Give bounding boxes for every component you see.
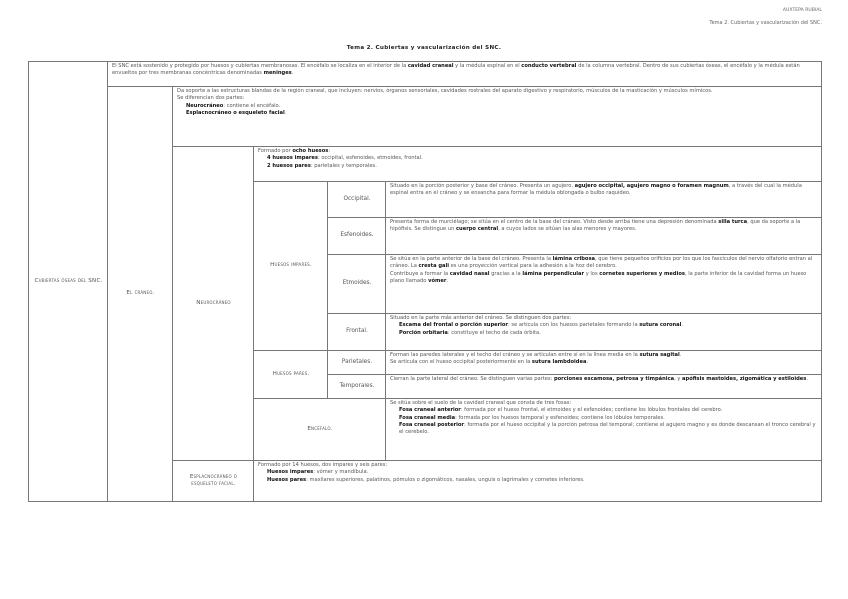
esplacno-label: Esplacnocráneo o esqueleto facial.: [173, 461, 254, 502]
neurocraneo-intro: Formado por ocho huesos: 4 huesos impares: occipital, esfenoides, etmoides, frontal. 2 huesos pares: parietales y temporales.: [254, 147, 822, 182]
header-author: AUXTEPA RUBIAL: [782, 8, 822, 13]
craneo-intro: Da soporte a las estructuras blandas de la región craneal, que incluyen: nervios, órganos sensoriales, cavidades rostrales del aparato digestivo y respiratorio, músculos de la masticación y músculos mímicos. Se diferencian dos partes: Neurocráneo: contiene el encéfalo. Esplacnocráneo o esqueleto facial.: [173, 87, 822, 147]
encefalo-label: Encéfalo.: [254, 399, 386, 461]
occipital-name: Occipital.: [328, 182, 386, 218]
cubiertas-label: Cubiertas óseas del SNC.: [29, 62, 108, 502]
esfenoides-name: Esfenoides.: [328, 218, 386, 255]
etmoides-name: Etmoides.: [328, 255, 386, 314]
esfenoides-desc: Presenta forma de murciélago; se sitúa en el centro de la base del cráneo. Visto desde arriba tiene una depresión denominada silla turca, que da soporte a la hipófisis. Se distingue un cuerpo central, a cuyos lados se sitúan las alas menores y mayores.: [386, 218, 822, 255]
parietales-desc: Forman las paredes laterales y el techo del cráneo y se articulan entre sí en la línea media en la sutura sagital. Se articula con el hueso occipital posteriormente en la sutura lambdoidea.: [386, 351, 822, 375]
cubiertas-intro: El SNC está sostenido y protegido por huesos y cubiertas membranosas. El encéfalo se localiza en el interior de la cavidad craneal y la médula espinal en el conducto vertebral de la columna vertebral. Dentro de sus cubiertas óseas, el encéfalo y la médula están envueltos por tres membranas concéntricas denominadas meninges.: [108, 62, 822, 87]
temporales-name: Temporales.: [328, 375, 386, 399]
frontal-desc: Situado en la parte más anterior del cráneo. Se distinguen dos partes: Escama del frontal o porción superior: se articula con los huesos parietales formando la sutura coronal. Porción orbitaria: constituye el techo de cada órbita.: [386, 314, 822, 351]
esplacno-desc: Formado por 14 huesos, dos impares y seis pares: Huesos impares: vómer y mandíbula. Huesos pares: maxilares superiores, palatinos, pómulos o zigomáticos, nasales, unguis o lagrimales y cornetes inferiores.: [254, 461, 822, 502]
encefalo-desc: Se sitúa sobre el suelo de la cavidad craneal que consta de tres fosas: Fosa craneal anterior: formada por el hueso frontal, el etmoides y el esfenoides; contiene los lóbulos frontales del cerebro. Fosa craneal media: formada por los huesos temporal y esfenoides; contiene los lóbulos temporales. Fosa craneal posterior: formada por el hueso occipital y la porción petrosa del temporal; contiene el agujero magno y es donde descansan el tronco cerebral y el cerebelo.: [386, 399, 822, 461]
header-subtitle: Tema 2. Cubiertas y vascularización del SNC.: [709, 20, 822, 26]
temporales-desc: Cierran la parte lateral del cráneo. Se distinguen varias partes: porciones escamosa, petrosa y timpánica, y apófisis mastoides, zigomática y estiloides.: [386, 375, 822, 399]
content-table: [28, 61, 822, 502]
impares-label: Huesos impares.: [254, 182, 328, 351]
parietales-name: Parietales.: [328, 351, 386, 375]
neurocraneo-label: Neurocráneo: [173, 147, 254, 461]
frontal-name: Frontal.: [328, 314, 386, 351]
craneo-label: El cráneo.: [108, 87, 173, 502]
pares-label: Huesos pares.: [254, 351, 328, 399]
etmoides-desc: Se sitúa en la parte anterior de la base del cráneo. Presenta la lámina cribosa, que tiene pequeños orificios por los que los fascículos del nervio olfatorio entran al cráneo. La cresta gali es una proyección vertical para la adhesión a la hoz del cerebro. Contribuye a formar la cavidad nasal gracias a la lámina perpendicular y los cornetes superiores y medios, la parte inferior de la cavidad forma un hueso plano llamado vómer.: [386, 255, 822, 314]
occipital-desc: Situado en la porción posterior y base del cráneo. Presenta un agujero, agujero occipital, agujero magno o foramen magnum, a través del cual la médula espinal entra en el cráneo y se ensancha para formar la médula oblongada o bulbo raquídeo.: [386, 182, 822, 218]
page-title: Tema 2. Cubiertas y vascularización del SNC.: [346, 45, 502, 51]
